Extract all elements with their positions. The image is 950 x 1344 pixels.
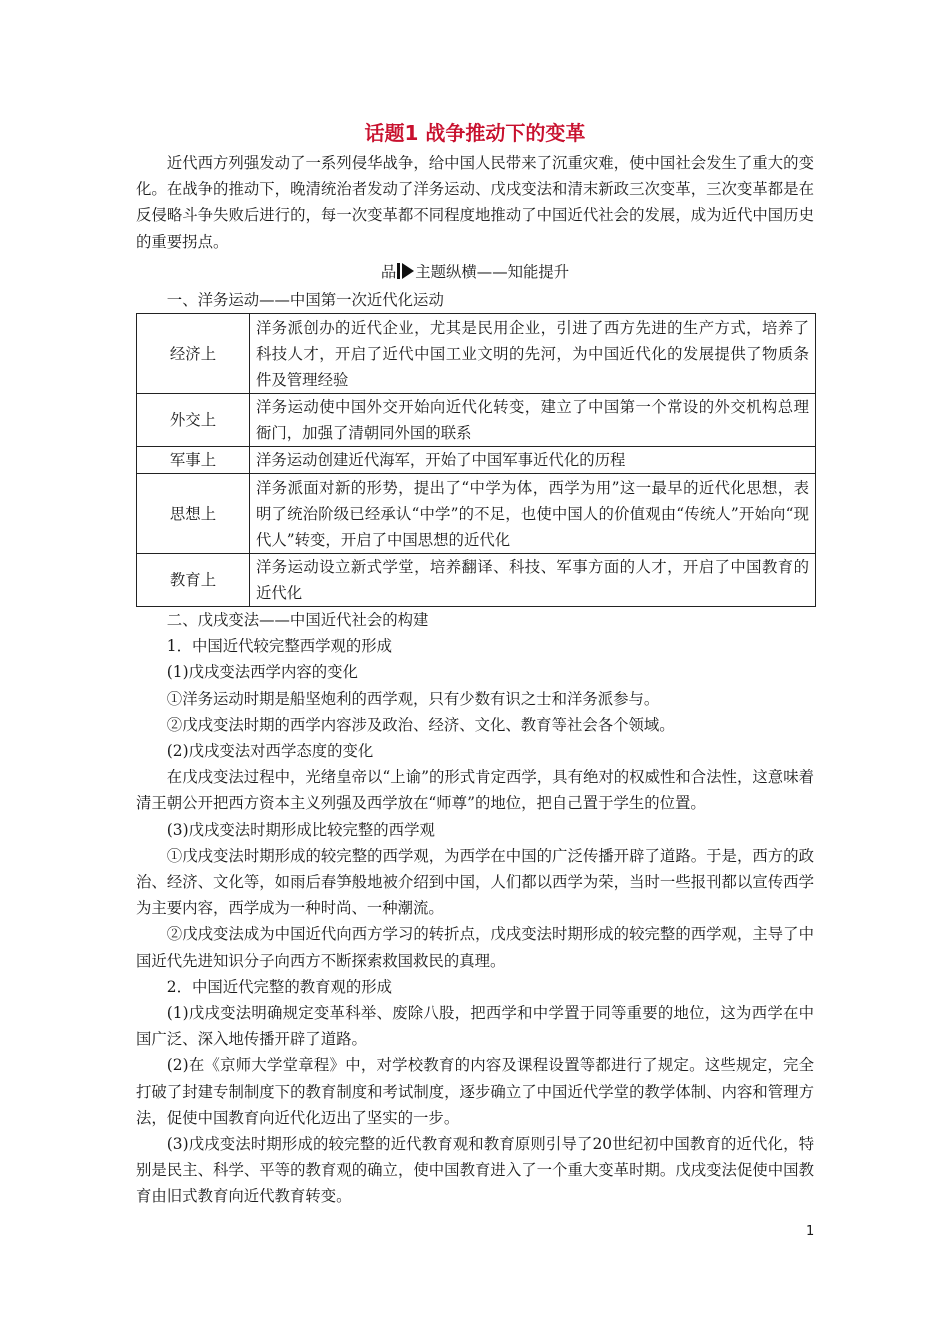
table-row-key: 军事上: [137, 447, 250, 474]
table-row: [137, 447, 816, 474]
s1-sub3-heading: (3)戊戌变法时期形成比较完整的西学观: [166, 820, 435, 839]
table-row-value: 洋务运动使中国外交开始向近代化转变，建立了中国第一个常设的外交机构总理衙门，加强了清朝同外国的联系: [250, 394, 816, 447]
paragraph: ②戊戌变法成为中国近代向西方学习的转折点，戊戌变法时期形成的较完整的西学观，主导了中国近代先进知识分子向西方不断探索救国救民的真理。: [136, 925, 814, 970]
table-row-value: 洋务运动设立新式学堂，培养翻译、科技、军事方面的人才，开启了中国教育的近代化: [250, 554, 816, 607]
section-banner-label: 主题纵横——知能提升: [415, 262, 570, 281]
intro-paragraph: 近代西方列强发动了一系列侵华战争，给中国人民带来了沉重灾难，使中国社会发生了重大的变化。在战争的推动下，晚清统治者发动了洋务运动、戊戌变法和清末新政三次变革，三次变革都是在反侵略斗争失败后进行的，每一次变革都不同程度地推动了中国近代社会的发展，成为近代中国历史的重要拐点。: [136, 154, 814, 251]
s1-heading: 1．中国近代较完整西学观的形成: [166, 637, 393, 656]
paragraph: (3)戊戌变法时期形成的较完整的近代教育观和教育原则引导了20世纪初中国教育的近代化，特别是民主、科学、平等的教育观的确立，使中国教育进入了一个重大变革时期。戊戌变法促使中国教育由旧式教育向近代教育转变。: [136, 1135, 814, 1206]
part2-heading: 二、戊戌变法——中国近代社会的构建: [166, 611, 429, 630]
table-row: [137, 554, 816, 607]
table-row-key: 经济上: [137, 314, 250, 394]
table-row: [137, 474, 816, 554]
table-row-value: 洋务运动创建近代海军，开始了中国军事近代化的历程: [250, 447, 816, 474]
table-row-value: 洋务派创办的近代企业，尤其是民用企业，引进了西方先进的生产方式，培养了科技人才，开启了近代中国工业文明的先河，为中国近代化的发展提供了物质条件及管理经验: [250, 314, 816, 394]
s1-sub1-heading: (1)戊戌变法西学内容的变化: [166, 663, 358, 682]
paragraph: ②戊戌变法时期的西学内容涉及政治、经济、文化、教育等社会各个领域。: [166, 715, 675, 734]
part1-heading: 一、洋务运动——中国第一次近代化运动: [166, 290, 444, 309]
table-row-key: 教育上: [137, 554, 250, 607]
table-row: [137, 314, 816, 394]
document-page: [136, 118, 814, 1210]
section-banner-prefix: 品: [380, 262, 397, 281]
yangwu-table: [136, 313, 816, 607]
paragraph: (2)在《京师大学堂章程》中，对学校教育的内容及课程设置等都进行了规定。这些规定，完全打破了封建专制制度下的教育制度和考试制度，逐步确立了中国近代学堂的教学体制、内容和管理方法，促使中国教育向近代化迈出了坚实的一步。: [136, 1056, 814, 1127]
paragraph: (1)戊戌变法明确规定变革科举、废除八股，把西学和中学置于同等重要的地位，这为西学在中国广泛、深入地传播开辟了道路。: [136, 1004, 814, 1049]
paragraph: ①洋务运动时期是船坚炮利的西学观，只有少数有识之士和洋务派参与。: [166, 689, 660, 708]
table-row-value: 洋务派面对新的形势，提出了“中学为体，西学为用”这一最早的近代化思想，表明了统治阶级已经承认“中学”的不足，也使中国人的价值观由“传统人”开始向“现代人”转变，开启了中国思想的近代化: [250, 474, 816, 554]
table-row: [137, 394, 816, 447]
page-number: 1: [806, 1224, 815, 1239]
table-row-key: 思想上: [137, 474, 250, 554]
s2-heading: 2．中国近代完整的教育观的形成: [166, 977, 393, 996]
document-title: 话题1 战争推动下的变革: [364, 121, 586, 145]
section-banner: [136, 259, 814, 285]
paragraph: 在戊戌变法过程中，光绪皇帝以“上谕”的形式肯定西学，具有绝对的权威性和合法性，这意味着清王朝公开把西方资本主义列强及西学放在“师尊”的地位，把自己置于学生的位置。: [136, 768, 814, 813]
bar-icon: [397, 263, 400, 279]
table-row-key: 外交上: [137, 394, 250, 447]
triangle-right-icon: [402, 263, 414, 279]
s1-sub2-heading: (2)戊戌变法对西学态度的变化: [166, 742, 374, 761]
paragraph: ①戊戌变法时期形成的较完整的西学观，为西学在中国的广泛传播开辟了道路。于是，西方的政治、经济、文化等，如雨后春笋般地被介绍到中国，人们都以西学为荣，当时一些报刊都以宣传西学为主要内容，西学成为一种时尚、一种潮流。: [136, 846, 814, 918]
